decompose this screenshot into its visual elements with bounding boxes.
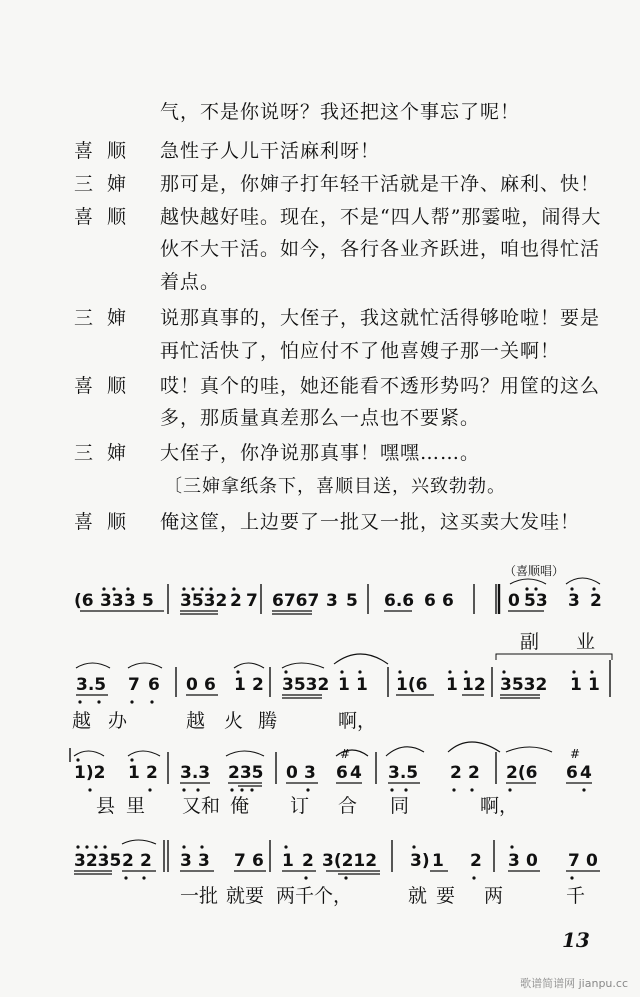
note: 1(6 [396,675,428,695]
note: 7 [128,675,140,695]
lyric: 就要 [226,885,265,907]
speaker-13: 喜顺 [74,511,141,533]
slur [122,840,156,844]
note: 3532 [180,591,228,611]
note: 1 [432,851,444,871]
lyric: 同 [390,795,410,817]
note: 2 [252,675,264,695]
note: 2 [146,763,158,783]
note: 3) [410,851,430,871]
note: 3.5 [76,675,107,695]
note: 2 [230,591,242,611]
lyric: 啊， [338,710,377,732]
note: 7 [568,851,580,871]
note: 2 [122,851,134,871]
dialogue-line-4: 越快越好哇。现在，不是“四人帮”那霎啦，闹得大 [160,206,602,228]
note: 3 [180,851,192,871]
note: 1 [338,675,350,695]
note: 0 [526,851,538,871]
note: 4 [350,763,362,783]
speaker-7: 三婶 [74,307,141,329]
lyric: 腾 [258,710,278,732]
note: 6 [252,851,264,871]
note: 3 [326,591,338,611]
note: 6.6 [384,591,415,611]
dialogue-line-10: 多，那质量真差那么一点也不要紧。 [160,407,481,429]
slur [74,742,552,756]
note: 0 [586,851,598,871]
note: 3.3 [180,763,211,783]
note: 5 [142,591,154,611]
speaker-2: 喜顺 [74,140,141,162]
speaker-9: 喜顺 [74,375,141,397]
note: 3532 [500,675,548,695]
singer-annotation: （喜顺唱） [504,564,565,578]
sharp-sign: # [570,747,581,761]
note: 6 [204,675,216,695]
note: 1)2 [74,763,106,783]
lyric: 一批 [180,885,219,907]
lyric: 里 [126,795,146,817]
note: 6 [336,763,348,783]
note: 0 [508,591,520,611]
note: 33 [100,591,124,611]
note: 6 [148,675,160,695]
dialogue-line-5: 伙不大干活。如今，各行各业齐跃进，咱也得忙活 [160,238,601,260]
note: 3 [508,851,520,871]
lyric: 火 [224,710,244,732]
note: 1 [234,675,246,695]
speaker-3: 三婶 [74,173,141,195]
lyric: 千 [566,885,586,907]
note: 0 [186,675,198,695]
note: 235 [228,763,264,783]
note: 1 [356,675,368,695]
dialogue-line-13: 俺这筐，上边要了一批又一批，这买卖大发哇！ [160,511,581,533]
note: 1 [446,675,458,695]
page-number: 13 [562,928,590,952]
slur [510,578,600,584]
note: 3235 [74,851,122,871]
lyric: 又和 [182,795,221,817]
lyric: 要 [436,885,456,907]
note: 1 [570,675,582,695]
note: 3 [568,591,580,611]
lyric: 副 [520,631,540,653]
dialogue-line-7: 说那真事的，大侄子，我这就忙活得够呛啦！要是 [160,307,601,329]
note: 7 [246,591,258,611]
dialogue-line-8: 再忙活快了，怕应付不了他喜嫂子那一关啊！ [160,340,561,362]
lyric: 合 [338,795,358,817]
lyric: 俺 [230,795,250,817]
lyric: 两 [484,885,504,907]
underline-beams [74,871,600,874]
note: 3(212 [322,851,378,871]
note: 3 [198,851,210,871]
note: 3 [304,763,316,783]
lyric: 啊， [480,795,519,817]
note: 6 [442,591,454,611]
note: 1 [282,851,294,871]
slur [76,654,612,668]
note: 5 [346,591,358,611]
lyric: 越 [72,710,92,732]
note: 2 [302,851,314,871]
speaker-11: 三婶 [74,442,141,464]
underline-beams [180,783,592,786]
note: (6 [74,591,94,611]
dialogue-line-1: 气，不是你说呀？我还把这个事忘了呢！ [160,101,521,123]
note: 2 [590,591,602,611]
lyric: 越 [186,710,206,732]
dialogue-line-11: 大侄子，你净说那真事！嘿嘿……。 [160,442,481,464]
note: 6 [424,591,436,611]
note: 1 [588,675,600,695]
sharp-sign: # [340,747,351,761]
note: 7 [234,851,246,871]
lyric: 业 [576,631,596,653]
watermark: 歌谱简谱网 jianpu.cc [520,977,628,990]
lyric: 就 [408,885,428,907]
note: 2 [470,851,482,871]
note: 12 [462,675,486,695]
note: 2(6 [506,763,538,783]
note: 6767 [272,591,320,611]
dialogue-line-2: 急性子人儿干活麻利呀！ [160,140,381,162]
note: 3.5 [388,763,419,783]
note: 3532 [282,675,330,695]
note: 3 [124,591,136,611]
dialogue-line-9: 哎！真个的哇，她还能看不透形势吗？用筐的这么 [160,375,601,397]
lyric: 办 [108,710,128,732]
note: 4 [580,763,592,783]
underline-beams [76,695,540,698]
stage-direction: 〔三婶拿纸条下，喜顺目送，兴致勃勃。 [164,476,506,497]
note: 53 [524,591,548,611]
dialogue-line-3: 那可是，你婶子打年轻干活就是干净、麻利、快！ [160,173,601,195]
lyric: 两千个， [276,885,353,907]
note: 1 [128,763,140,783]
note: 2 [468,763,480,783]
note: 6 [566,763,578,783]
speaker-4: 喜顺 [74,206,141,228]
note: 2 [450,763,462,783]
lyric: 订 [290,795,310,817]
note: 0 [286,763,298,783]
dialogue-line-6: 着点。 [160,271,221,293]
note: 2 [140,851,152,871]
lyric: 县 [96,795,116,817]
